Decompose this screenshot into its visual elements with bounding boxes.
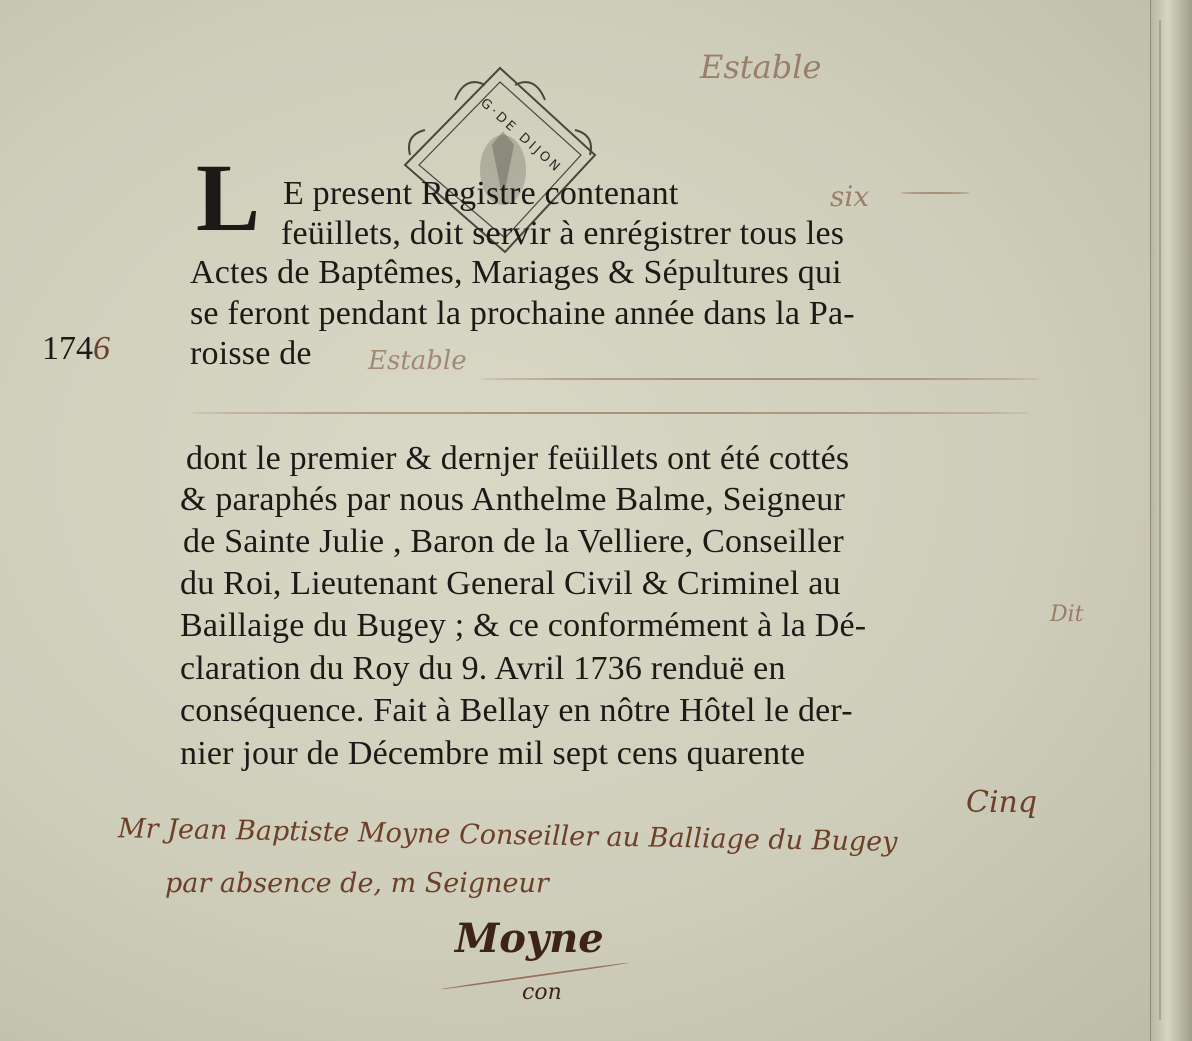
drop-cap: L [196,144,261,251]
body-line-8: nier jour de Décembre mil sept cens quarente [180,735,806,772]
stamp-text: G·DE DIJON [477,95,565,177]
signature-suffix: con [522,980,562,1005]
binding-fold [1150,0,1192,1041]
margin-dit: Dit [1050,602,1084,627]
handwritten-line-1: Mr Jean Baptiste Moyne Conseiller au Balliage du Bugey [117,813,898,858]
body-line-2: & paraphés par nous Anthelme Balme, Seigneur [180,481,846,518]
body-line-1: dont le premier & dernjer feüillets ont été cottés [186,440,850,477]
print-line-5: roisse de [190,335,312,372]
print-line-1: E present Registre contenant [283,175,679,212]
top-annotation: Estable [700,48,822,86]
margin-year [42,330,110,368]
body-line-7: conséquence. Fait à Bellay en nôtre Hôtel le der- [180,692,853,729]
handwritten-cinq: Cinq [966,785,1038,820]
body-line-3: de Sainte Julie , Baron de la Velliere, Conseiller [183,523,844,560]
pen-flourish-3 [900,192,970,194]
handwritten-parish: Estable [368,346,467,376]
body-line-4: du Roi, Lieutenant General Civil & Criminel au [180,565,841,602]
handwritten-line-2: par absence de, m Seigneur [165,868,549,899]
handwritten-count: six [830,180,870,213]
print-line-2: feüillets, doit servir à enrégistrer tous les [281,215,845,252]
margin-year-digit: 6 [93,330,110,367]
body-line-6: claration du Roy du 9. Avril 1736 renduë en [180,650,786,687]
print-line-4: se feront pendant la prochaine année dans la Pa- [190,295,855,332]
body-line-5: Baillaige du Bugey ; & ce conformément à la Dé- [180,607,867,644]
signature-text: Moyne [455,915,604,962]
signature-moyne [455,915,604,962]
print-line-3: Actes de Baptêmes, Mariages & Sépultures qui [190,254,842,291]
margin-year-printed: 174 [42,330,93,367]
pen-flourish-2 [190,412,1030,414]
pen-flourish-1 [480,378,1040,380]
